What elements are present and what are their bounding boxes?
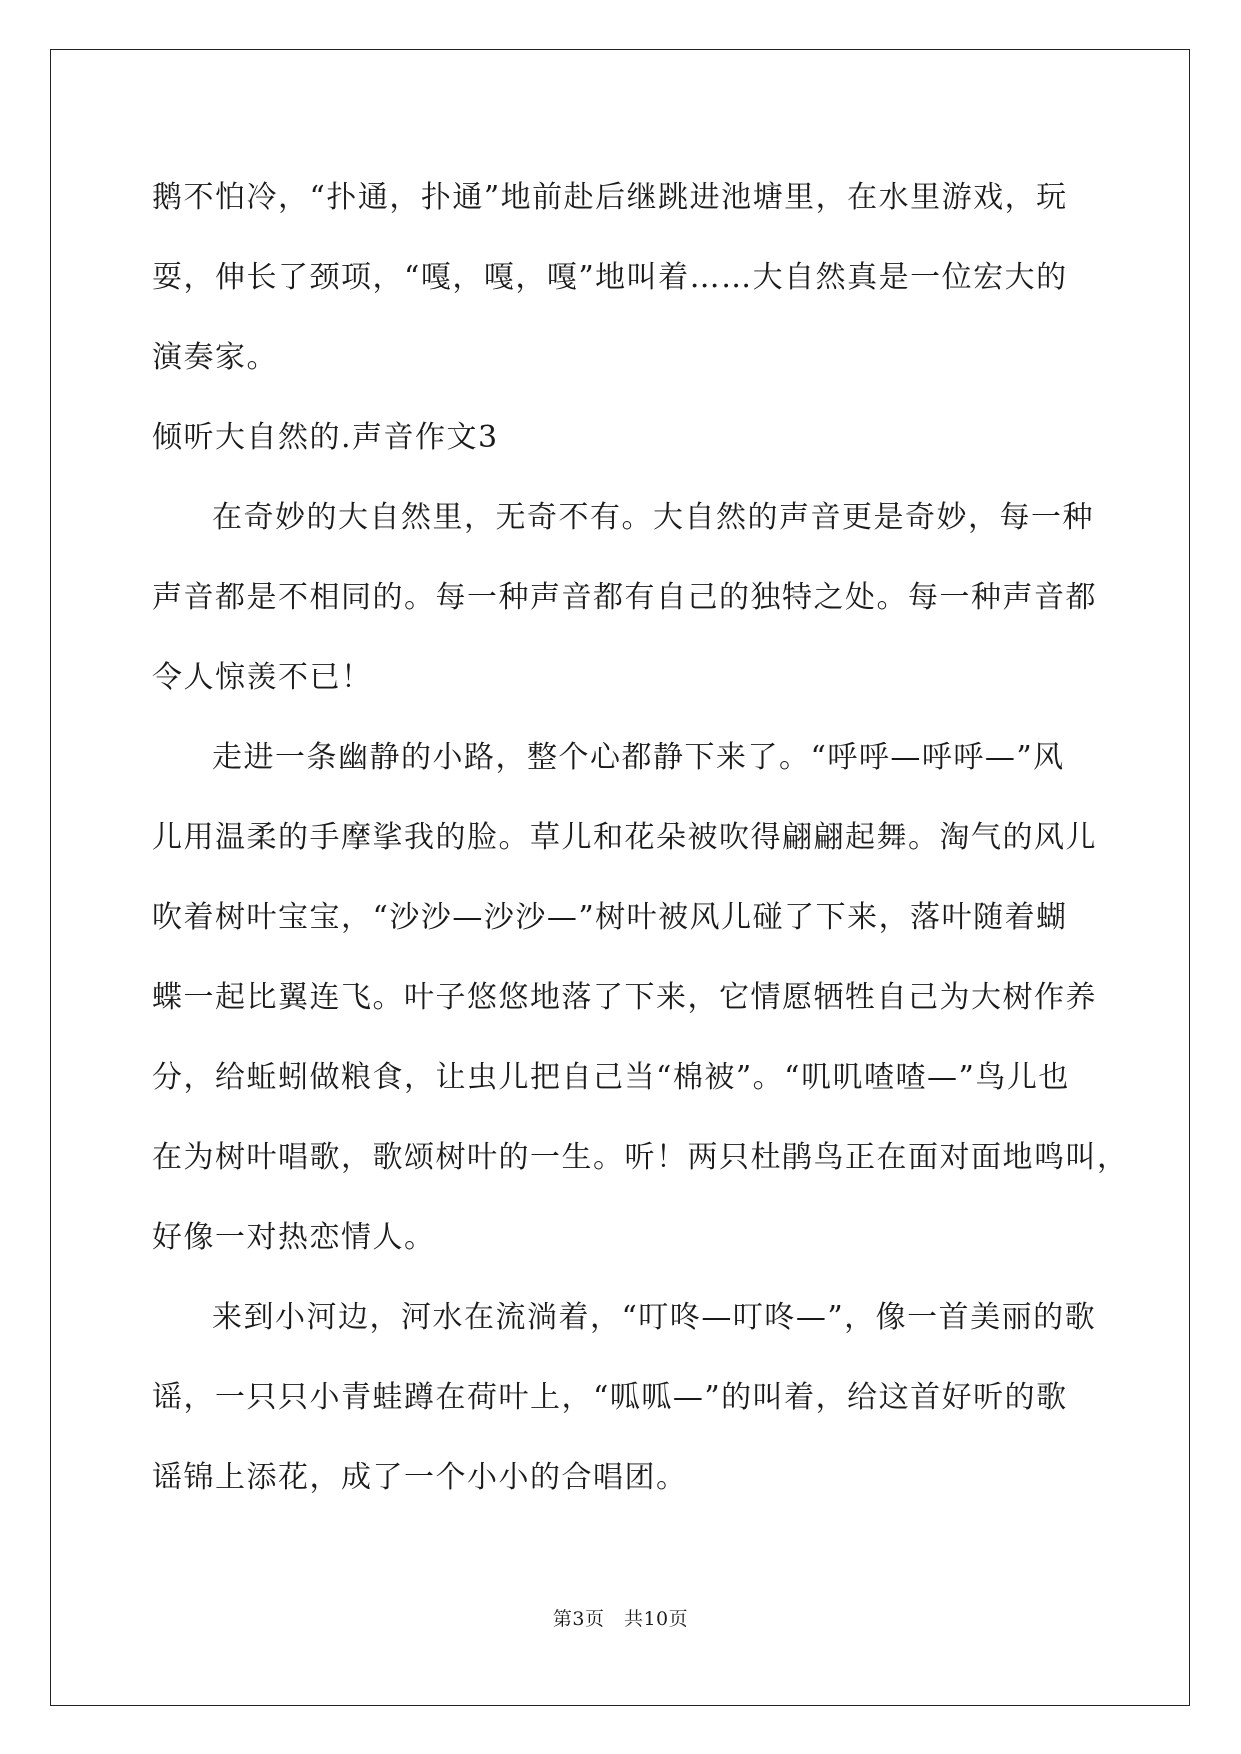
text-line: 谣锦上添花，成了一个小小的合唱团。 (152, 1460, 688, 1495)
text-line: 走进一条幽静的小路，整个心都静下来了。“呼呼—呼呼—”风 (212, 740, 1065, 775)
text-line: 声音都是不相同的。每一种声音都有自己的独特之处。每一种声音都 (152, 580, 1097, 615)
text-line: 耍，伸长了颈项，“嘎，嘎，嘎”地叫着……大自然真是一位宏大的 (152, 260, 1068, 295)
text-line: 好像一对热恋情人。 (152, 1220, 436, 1255)
text-line: 在奇妙的大自然里，无奇不有。大自然的声音更是奇妙，每一种 (212, 500, 1094, 535)
text-line: 来到小河边，河水在流淌着，“叮咚—叮咚—”，像一首美丽的歌 (212, 1300, 1097, 1335)
text-line: 鹅不怕冷，“扑通，扑通”地前赴后继跳进池塘里，在水里游戏，玩 (152, 180, 1068, 215)
text-line: 令人惊羡不已！ (152, 660, 373, 695)
text-line: 演奏家。 (152, 340, 278, 375)
text-line: 蝶一起比翼连飞。叶子悠悠地落了下来，它情愿牺牲自己为大树作养 (152, 980, 1097, 1015)
text-line: 在为树叶唱歌，歌颂树叶的一生。听！两只杜鹃鸟正在面对面地鸣叫， (152, 1140, 1129, 1175)
text-line: 谣，一只只小青蛙蹲在荷叶上，“呱呱—”的叫着，给这首好听的歌 (152, 1380, 1068, 1415)
document-body (152, 158, 1129, 1518)
text-line: 分，给蚯蚓做粮食，让虫儿把自己当“棉被”。“叽叽喳喳—”鸟儿也 (152, 1060, 1070, 1095)
text-line: 儿用温柔的手摩挲我的脸。草儿和花朵被吹得翩翩起舞。淘气的风儿 (152, 820, 1097, 855)
page-number-footer: 第3页 共10页 (552, 1608, 689, 1630)
text-line: 吹着树叶宝宝，“沙沙—沙沙—”树叶被风儿碰了下来，落叶随着蝴 (152, 900, 1068, 935)
section-heading: 倾听大自然的.声音作文3 (152, 420, 499, 455)
